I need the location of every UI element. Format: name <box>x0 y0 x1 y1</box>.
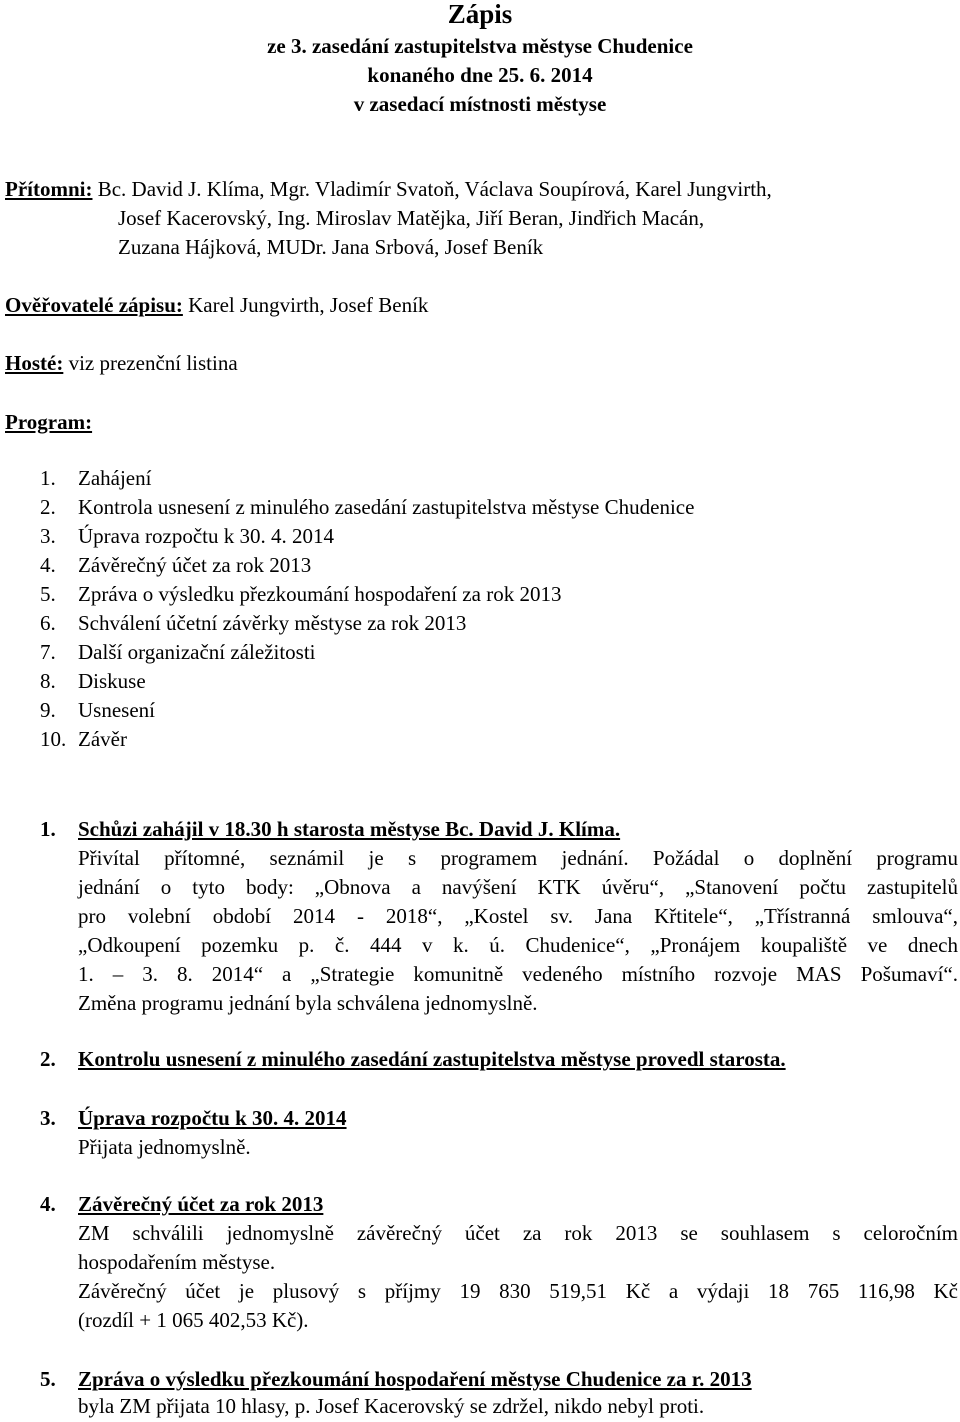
program-item: 4. Závěrečný účet za rok 2013 <box>40 553 312 577</box>
present-label: Přítomni: <box>5 177 93 201</box>
program-item: 7. Další organizační záležitosti <box>40 640 316 664</box>
section-1-line: Změna programu jednání byla schválena jednomyslně. <box>78 991 538 1015</box>
section-1-line: jednání o tyto body: „Obnova a navýšení KTK úvěru“, „Stanovení počtu zastupitelů <box>78 875 958 899</box>
present-names-1: Bc. David J. Klíma, Mgr. Vladimír Svatoň, Václava Soupírová, Karel Jungvirth, <box>92 177 772 201</box>
header-line-3: v zasedací místnosti městyse <box>353 92 607 116</box>
guests-label: Hosté: <box>5 351 64 375</box>
present-line-3: Zuzana Hájková, MUDr. Jana Srbová, Josef Beník <box>118 235 544 259</box>
program-label: Program: <box>5 410 93 434</box>
present-line-1 <box>5 175 772 204</box>
program-item: 10. Závěr <box>40 727 127 751</box>
program-item: 1. Zahájení <box>40 466 152 490</box>
section-4-line: hospodařením městyse. <box>78 1250 276 1274</box>
section-5-line: byla ZM přijata 10 hlasy, p. Josef Kacerovský se zdržel, nikdo nebyl proti. <box>78 1394 705 1418</box>
header-line-2: konaného dne 25. 6. 2014 <box>367 63 593 87</box>
section-4-line: (rozdíl + 1 065 402,53 Kč). <box>78 1308 309 1332</box>
section-4-heading: 4. Závěrečný účet za rok 2013 <box>40 1192 324 1216</box>
program-list <box>40 464 694 754</box>
guests-row <box>5 349 238 378</box>
section-1-line: Přivítal přítomné, seznámil je s programem jednání. Požádal o doplnění programu <box>78 846 958 870</box>
section-2-heading: 2. Kontrolu usnesení z minulého zasedání zastupitelstva městyse provedl starosta. <box>40 1047 786 1071</box>
program-item: 5. Zpráva o výsledku přezkoumání hospodaření za rok 2013 <box>40 582 562 606</box>
section-3-line: Přijata jednomyslně. <box>78 1135 251 1159</box>
header-line-1: ze 3. zasedání zastupitelstva městyse Chudenice <box>267 34 693 58</box>
section-1-line: „Odkoupení pozemku p. č. 444 v k. ú. Chudenice“, „Pronájem koupaliště ve dnech <box>78 933 958 957</box>
section-4-line: ZM schválili jednomyslně závěrečný účet za rok 2013 se souhlasem s celoročním <box>78 1221 958 1245</box>
section-1-line: 1. – 3. 8. 2014“ a „Strategie komunitně vedeného místního rozvoje MAS Pošumaví“. <box>78 962 958 986</box>
section-4-line: Závěrečný účet je plusový s příjmy 19 830 519,51 Kč a výdaji 18 765 116,98 Kč <box>78 1279 958 1303</box>
section-1-body <box>78 844 958 1018</box>
section-1-line: pro volební období 2014 - 2018“, „Kostel sv. Jana Křtitele“, „Třístranná smlouva“, <box>78 904 958 928</box>
present-line-2: Josef Kacerovský, Ing. Miroslav Matějka, Jiří Beran, Jindřich Macán, <box>118 206 705 230</box>
verifiers-label: Ověřovatelé zápisu: <box>5 293 183 317</box>
section-1-heading: 1. Schůzi zahájil v 18.30 h starosta městyse Bc. David J. Klíma. <box>40 817 621 841</box>
section-3-heading: 3. Úprava rozpočtu k 30. 4. 2014 <box>40 1106 347 1130</box>
program-item: 6. Schválení účetní závěrky městyse za rok 2013 <box>40 611 467 635</box>
document-title: Zápis <box>447 0 513 29</box>
program-item: 9. Usnesení <box>40 698 155 722</box>
verifiers-value: Karel Jungvirth, Josef Beník <box>182 293 429 317</box>
section-4-body <box>78 1219 958 1335</box>
program-item: 2. Kontrola usnesení z minulého zasedání zastupitelstva městyse Chudenice <box>40 495 695 519</box>
verifiers-row <box>5 291 428 320</box>
program-item: 8. Diskuse <box>40 669 146 693</box>
section-5-heading: 5. Zpráva o výsledku přezkoumání hospodaření městyse Chudenice za r. 2013 <box>40 1367 752 1391</box>
program-item: 3. Úprava rozpočtu k 30. 4. 2014 <box>40 524 335 548</box>
guests-value: viz prezenční listina <box>63 351 238 375</box>
